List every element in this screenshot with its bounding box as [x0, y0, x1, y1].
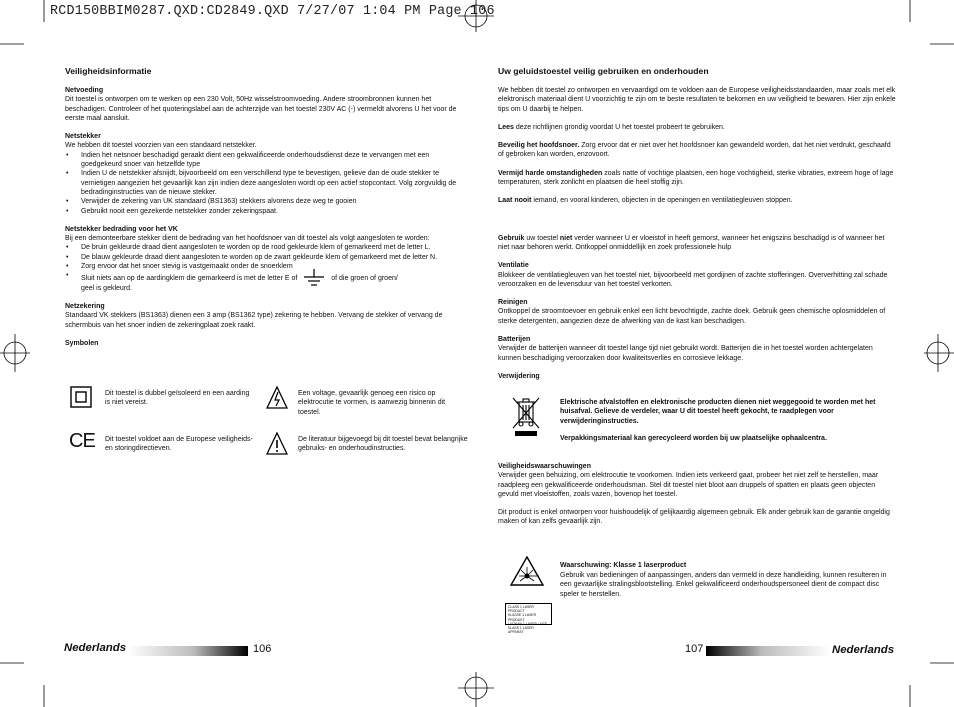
bedrading-text: Bij een demonteerbare stekker dient de bedrading van het hoofdsnoer van dit toestel als volgt aangesloten te worden: [65, 235, 430, 243]
list-item: • Zorg ervoor dat het snoer stevig is vastgemaakt onder de snoerklem [65, 262, 460, 271]
beveilig-text: Zorg ervoor dat er niet over het hoofdsnoer kan gewandeld worden, dat het niet verdrukt, geschaafd of gebroken kan worden, enzovoort. [498, 142, 891, 159]
list-item: • De bruin gekleurde draad dient aangesloten te worden op de rood gekleurde klem of gemarkeerd met de letter L. [65, 243, 460, 252]
verwijdering-text-2: Verpakkingsmateriaal kan gerecycleerd worden bij uw plaatselijke ophaalcentra. [560, 435, 827, 442]
verwijdering-text-1: Elektrische afvalstoffen en elektronische producten dienen niet weggegooid te worden met het huisafval. Gelieve de verdeler, waar U dit toestel heeft gekocht, te raadplegen voor verwijderinginstructies. [560, 399, 876, 425]
earth-note: Sluit niets aan op de aardingklem die gemarkeerd is met de letter E of [81, 275, 298, 283]
laser-label-line: KLASSE 1 LASER PRODUKT [508, 613, 537, 622]
laser-label-line: LUOKAN 1 LASER LAITE [508, 621, 548, 626]
right-footer-gradient-bar [706, 646, 830, 656]
netstekker-heading: Netstekker [65, 133, 101, 141]
veiligheidswaarschuwingen-text: Verwijder geen behuizing, om elektrocutie te voorkomen. Indien iets verkeerd gaat, probeer het niet zelf te herstellen, maar raadpleeg een gekwalificeerde onderhoudsman. Stel dit toestel niet bloot aan druppels of spatten en plaats geen objecten gevuld met vloeistoffen, zoals vazen, bovenop het toestel. [498, 472, 879, 498]
beveilig-bold: Beveilig het hoofdsnoer. [498, 142, 580, 150]
laat-text: iemand, en vooral kinderen, objecten in de openingen en ventilatiegleuven stoppen. [531, 197, 793, 205]
netvoeding-text: Dit toestel is ontworpen om te werken op een 230 Volt, 50Hz wisselstroomvoeding. Andere stroombronnen kunnen het beschadigen. Controleer of het quoteringslabel aan de achterzijde van het toestel 230V AC (-) vermeldt alvorens U het voor de eerste maal aansluit. [65, 96, 457, 122]
laser-heading: Waarschuwing: Klasse 1 laserproduct [560, 562, 687, 569]
intro-text: We hebben dit toestel zo ontworpen en vervaardigd om te voldoen aan de Europese veiligheidsstandaarden, maar zoals met elk elektronisch materiaal dient U voorzichtig te zijn om te beste resultaten te bekomen en uw veiligheid te bewaren. Hier zijn enkele tips om U daarbij te helpen. [498, 87, 896, 113]
beveilig-paragraph [498, 141, 896, 160]
vermijd-paragraph [498, 169, 896, 188]
laser-label-line: CLASS 1 LASER PRODUCT [508, 605, 535, 614]
reinigen-heading: Reinigen [498, 299, 528, 307]
laat-bold: Laat nooit [498, 197, 532, 205]
right-footer-language: Nederlands [832, 644, 895, 656]
left-footer-language: Nederlands [64, 642, 127, 654]
right-page-number: 107 [685, 643, 704, 655]
symbol-text-high-voltage: Een voltage, gevaarlijk genoeg een risico op elektrocutie te vormen, is aanwezig binnenin dit toestel. [298, 390, 446, 416]
netstekker-text: We hebben dit toestel voorzien van een standaard netstekker. [65, 142, 257, 150]
left-title: Veiligheidsinformatie [65, 66, 152, 76]
right-title: Uw geluidstoestel veilig gebruiken en onderhouden [498, 66, 709, 76]
gebruik-text-b: verder wanneer U er vloeistof in heeft gemorst, wanneer het enigszins beschadigd is of wanneer het niet naar behoren werkt. Ontkoppel onmiddellijk en zoek professionele hulp [498, 234, 885, 251]
right-lower-content [498, 462, 896, 527]
veiligheidswaarschuwingen-heading: Veiligheidswaarschuwingen [498, 463, 591, 470]
ce-mark-icon: CE [69, 430, 95, 452]
earth-ground-icon [302, 269, 326, 289]
gebruik-text-a: uw toestel [524, 234, 560, 242]
gebruik-bold: Gebruik [498, 234, 525, 242]
earth-note-end: geel is gekleurd. [81, 284, 132, 292]
vermijd-text: zoals natte of vochtige plaatsen, een hoge vochtigheid, sterke vibraties, extreem hoge of lage temperaturen, sterk zonlicht en plaatsen die heel stoffig zijn. [498, 169, 894, 187]
high-voltage-icon [266, 386, 288, 410]
list-item: • De blauw gekleurde draad dient aangesloten te worden op de zwart gekleurde klem of gemarkeerd met de letter N. [65, 253, 460, 262]
left-page-number: 106 [253, 643, 272, 655]
zekering-text: Standaard VK stekkers (BS1363) dienen een 3 amp (BS1362 type) zekering te hebben. Vervang de stekker of vervang de schermbuis van het snoer indien de zekeringplaat zoek raakt. [65, 312, 443, 329]
laser-label-line: KLASS 1 LASER APPARAT [508, 626, 534, 635]
list-item: • Indien het netsnoer beschadigd geraakt dient een gekwalificeerde onderhoudsdienst deze te vervangen met een goedgekeurd snoer van hetzelfde type [65, 151, 460, 170]
bedrading-list [65, 243, 460, 292]
symbol-text-ce: Dit toestel voldoet aan de Europese veiligheids- en storingdirectieven. [105, 436, 253, 453]
batterijen-text: Verwijder de batterijen wanneer dit toestel lange tijd niet gebruikt wordt. Batterijen die in het toestel worden achtergelaten kunnen beschadiging veroorzaken door kwaliteitsverlies en corrosieve lekkage. [498, 345, 873, 362]
batterijen-heading: Batterijen [498, 336, 531, 344]
earth-symbol-slot [299, 271, 329, 280]
weee-bin-icon [510, 396, 542, 438]
list-item: • Indien U de netstekker afsnijdt, bijvoorbeeld om een verschillend type te bevestigen, gelieve dan de oude stekker te vernietigen aangezien het gevaarlijk kan zijn indien deze aangesloten wordt op een actief stopcontact. Volg zorgvuldig de bedradinginstructies van de nieuwe stekker. [65, 169, 460, 197]
laat-paragraph [498, 196, 896, 205]
laser-warning-icon [510, 556, 544, 586]
netstekker-list [65, 151, 460, 216]
verwijdering-heading: Verwijdering [498, 372, 540, 380]
earth-note-cont: of die groen of groen/ [331, 275, 398, 283]
double-insulation-icon [70, 386, 92, 408]
print-slug: RCD150BBIM0287.QXD:CD2849.QXD 7/27/07 1:04 PM Page 106 [50, 4, 495, 19]
lees-text: deze richtlijnen grondig voordat U het toestel probeert te gebruiken. [513, 123, 725, 131]
warning-triangle-icon [266, 432, 288, 456]
right-page-content [498, 66, 896, 381]
left-footer-gradient-bar [128, 646, 248, 656]
list-item: • Verwijder de zekering van UK standaard (BS1363) stekkers alvorens deze weg te gooien [65, 197, 460, 206]
lees-paragraph [498, 123, 896, 132]
list-item: • Gebruikt nooit een gezekerde netstekker zonder zekeringspaat. [65, 207, 460, 216]
symbol-text-warning: De literatuur bijgevoegd bij dit toestel bevat belangrijke gebruiks- en onderhoudinstructies. [298, 436, 468, 453]
symbol-text-double-insulation: Dit toestel is dubbel geïsoleerd en een aarding is niet vereist. [105, 390, 250, 407]
vermijd-bold: Vermijd harde omstandigheden [498, 169, 603, 177]
huishoudelijk-text: Dit product is enkel ontworpen voor huishoudelijk of gelijkaardig algemeen gebruik. Elk ander gebruik kan de garantie ongeldig maken of kan zelfs gevaarlijk zijn. [498, 509, 890, 526]
symbolen-heading: Symbolen [65, 339, 99, 347]
zekering-heading: Netzekering [65, 302, 105, 310]
gebruik-bold-niet: niet [559, 234, 573, 242]
gebruik-paragraph [498, 234, 896, 253]
lees-bold: Lees [498, 123, 514, 131]
ventilatie-heading: Ventilatie [498, 262, 529, 270]
reinigen-text: Ontkoppel de stroomtoevoer en gebruik enkel een licht bevochtigde, zachte doek. Gebruik geen chemische oplosmiddelen of sterke detergenten, aangezien deze de afwerking van de kast kan beschadigen. [498, 308, 886, 325]
ventilatie-text: Blokkeer de ventilatiegleuven van het toestel niet, bijvoorbeeld met gordijnen of zachte stofferingen. Oververhitting zal schade veroorzaken en de levensduur van het toestel verkorten. [498, 271, 888, 288]
list-item [65, 271, 460, 293]
left-page-content [65, 66, 460, 348]
class1-laser-label [505, 603, 552, 635]
bedrading-heading: Netstekker bedrading voor het VK [65, 225, 178, 233]
laser-text: Gebruik van bedieningen of aanpassingen, anders dan vermeld in deze handleiding, kunnen resulteren in een gevaarlijke stralingsblootstelling. Enkel gekwalificeerd onderhoudspersoneel dient de compact disc speler te herstellen. [560, 572, 887, 598]
netvoeding-heading: Netvoeding [65, 87, 104, 94]
